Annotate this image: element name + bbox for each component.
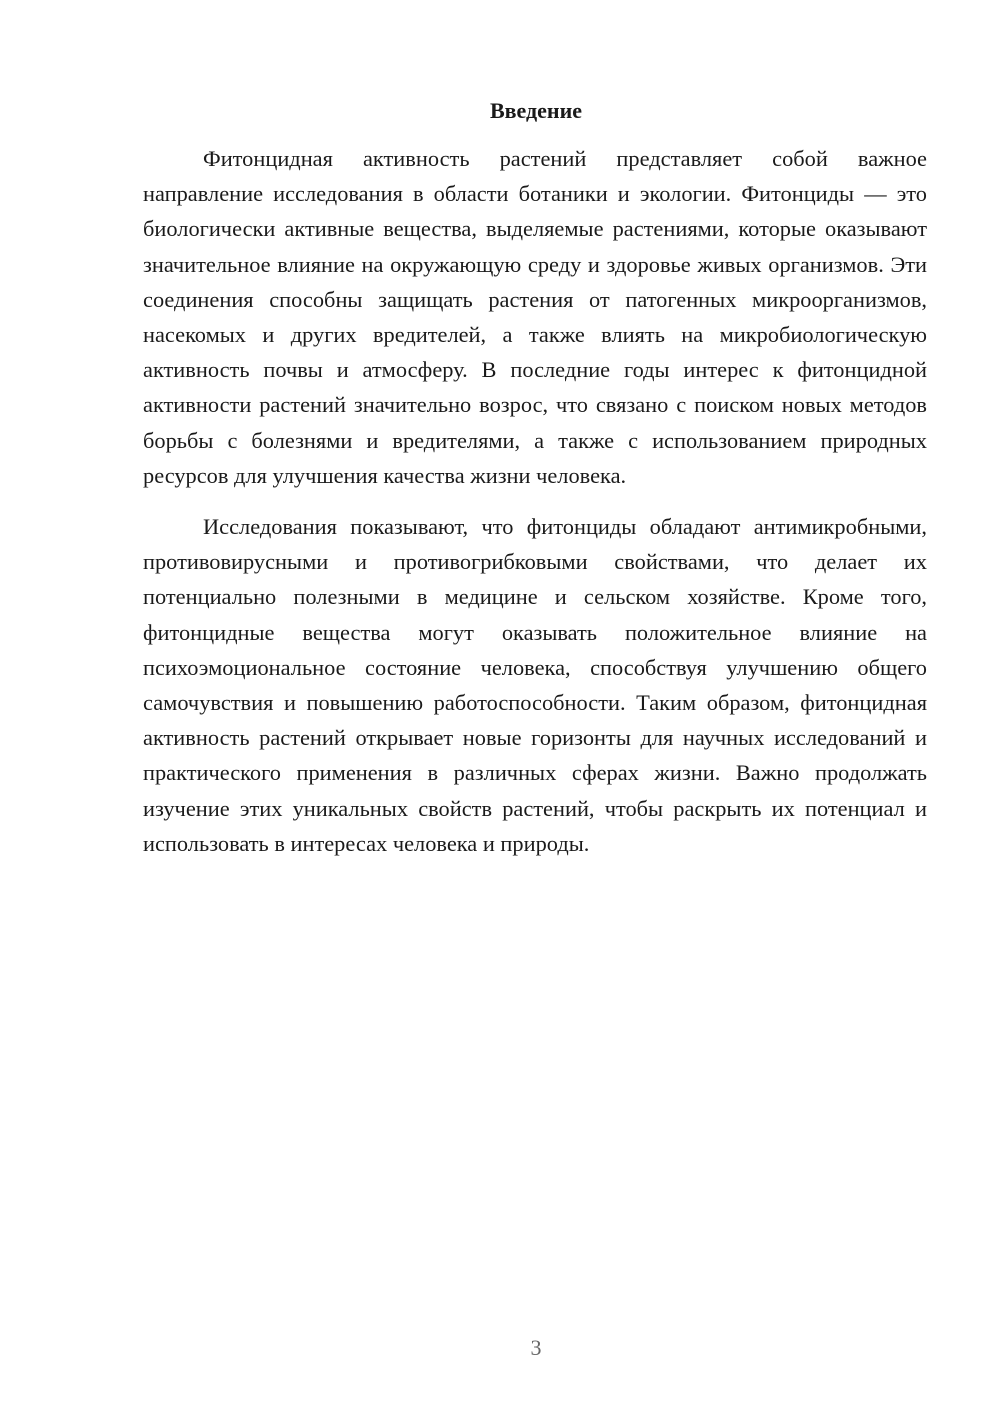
paragraph-intro: Фитонцидная активность растений представляет собой важное направление исследования в области ботаники и экологии. Фитонциды — это биологически активные вещества, выделяемые растениями, которые оказывают значительное влияние на окружающую среду и здоровье живых организмов. Эти соединения способны защищать растения от патогенных микроорганизмов, насекомых и других вредителей, а также влиять на микробиологическую активность почвы и атмосферу. В последние годы интерес к фитонцидной активности растений значительно возрос, что связано с поиском новых методов борьбы с болезнями и вредителями, а также с использованием природных ресурсов для улучшения качества жизни человека.: [143, 146, 927, 488]
page-number: 3: [530, 1335, 542, 1360]
paragraph-research: Исследования показывают, что фитонциды обладают антимикробными, противовирусными и противогрибковыми свойствами, что делает их потенциально полезными в медицине и сельском хозяйстве. Кроме того, фитонцидные вещества могут оказывать положительное влияние на психоэмоциональное состояние человека, способствуя улучшению общего самочувствия и повышению работоспособности. Таким образом, фитонцидная активность растений открывает новые горизонты для научных исследований и практического применения в различных сферах жизни. Важно продолжать изучение этих уникальных свойств растений, чтобы раскрыть их потенциал и использовать в интересах человека и природы.: [143, 514, 927, 856]
section-heading: Введение: [489, 98, 583, 123]
body-text: [143, 141, 927, 861]
